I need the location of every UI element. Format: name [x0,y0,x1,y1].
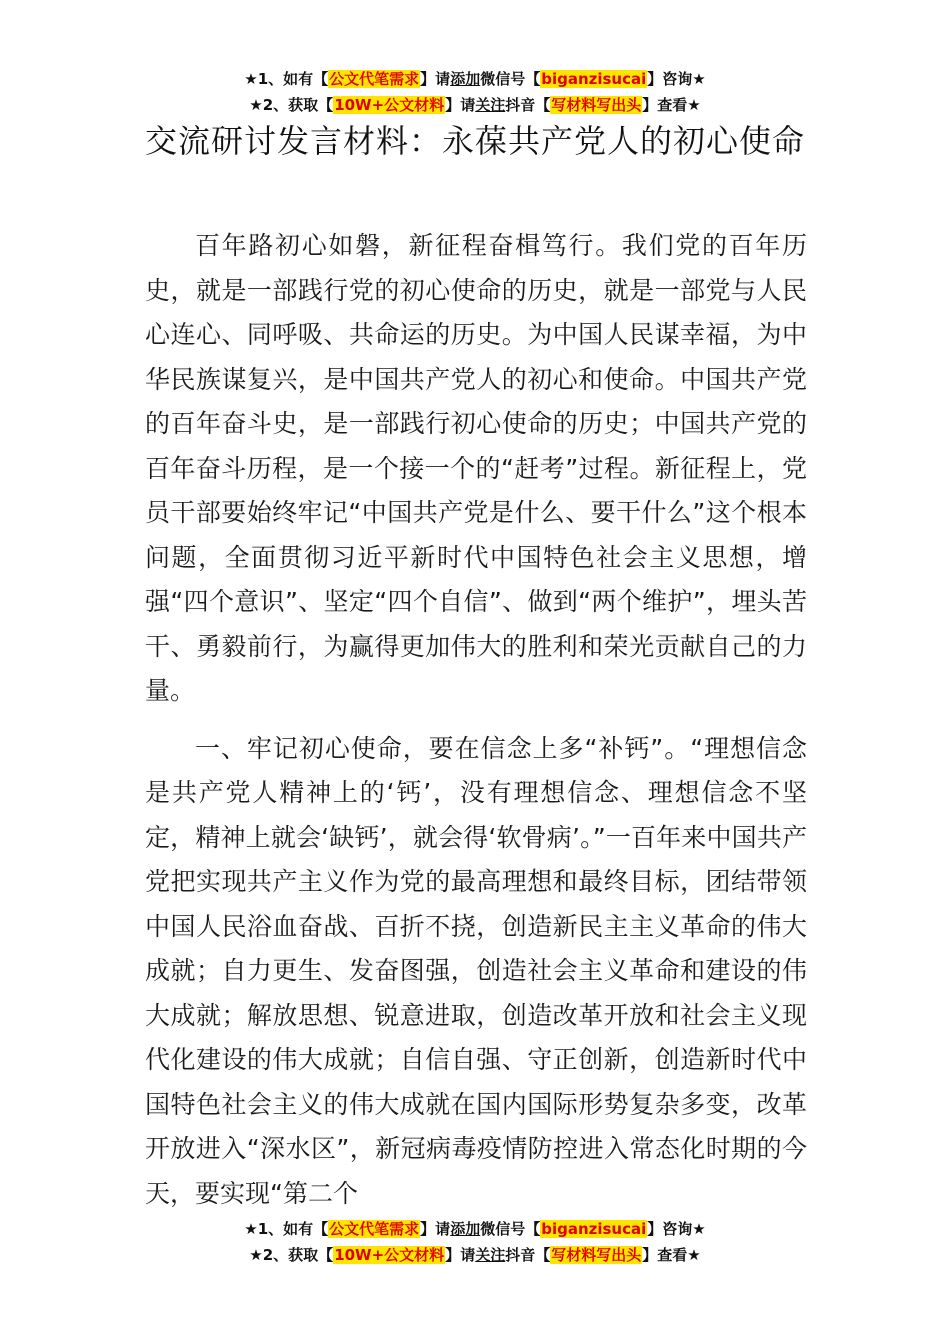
promo-highlight-douyin-account: 写材料写出头 [551,96,642,114]
promo-text: 微信号【 [480,1220,541,1238]
promo-text: ★1、如有【 [244,70,329,88]
promo-text: 微信号【 [480,70,541,88]
header-promo-banner [0,66,950,118]
promo-text: 】请 [420,70,451,88]
promo-text: 抖音【 [505,1246,551,1264]
header-promo-line-2 [0,92,950,118]
promo-text: 】请 [445,1246,476,1264]
promo-text: 】请 [445,96,476,114]
promo-highlight-materials: 10W+公文材料 [334,1246,445,1264]
promo-highlight-douyin-account: 写材料写出头 [551,1246,642,1264]
promo-emphasis-add: 添加 [450,1220,481,1238]
footer-promo-line-2 [0,1242,950,1268]
promo-highlight-service: 公文代笔需求 [329,1220,420,1238]
promo-highlight-wechat-id: biganzisucai [541,1220,647,1238]
promo-highlight-materials: 10W+公文材料 [334,96,445,114]
promo-text: 】咨询★ [647,70,706,88]
promo-text: 抖音【 [505,96,551,114]
promo-highlight-wechat-id: biganzisucai [541,70,647,88]
promo-text: 】查看★ [642,1246,701,1264]
promo-text: 】请 [420,1220,451,1238]
promo-emphasis-follow: 关注 [475,1246,506,1264]
promo-highlight-service: 公文代笔需求 [329,70,420,88]
header-promo-line-1 [0,66,950,92]
paragraph-section-1: 一、牢记初心使命，要在信念上多“补钙”。“理想信念是共产党人精神上的‘钙’，没有理想信念、理想信念不坚定，精神上就会‘缺钙’，就会得‘软骨病’。”一百年来中国共产党把实现共产主义作为党的最高理想和最终目标，团结带领中国人民浴血奋战、百折不挠，创造新民主主义革命的伟大成就；自力更生、发奋图强，创造社会主义革命和建设的伟大成就；解放思想、锐意进取，创造改革开放和社会主义现代化建设的伟大成就；自信自强、守正创新，创造新时代中国特色社会主义的伟大成就在国内国际形势复杂多变，改革开放进入“深水区”，新冠病毒疫情防控进入常态化时期的今天，要实现“第二个 [145,733,807,1208]
document-title: 交流研讨发言材料：永葆共产党人的初心使命 [144,122,805,160]
promo-text: ★1、如有【 [244,1220,329,1238]
promo-text: ★2、获取【 [249,96,334,114]
promo-emphasis-follow: 关注 [475,96,506,114]
promo-text: ★2、获取【 [249,1246,334,1264]
promo-text: 】咨询★ [647,1220,706,1238]
paragraph-intro: 百年路初心如磐，新征程奋楫笃行。我们党的百年历史，就是一部践行党的初心使命的历史，就是一部党与人民心连心、同呼吸、共命运的历史。为中国人民谋幸福，为中华民族谋复兴，是中国共产党人的初心和使命。中国共产党的百年奋斗史，是一部践行初心使命的历史；中国共产党的百年奋斗历程，是一个接一个的“赶考”过程。新征程上，党员干部要始终牢记“中国共产党是什么、要干什么”这个根本问题，全面贯彻习近平新时代中国特色社会主义思想，增强“四个意识”、坚定“四个自信”、做到“两个维护”，埋头苦干、勇毅前行，为赢得更加伟大的胜利和荣光贡献自己的力量。 [145,231,807,705]
promo-emphasis-add: 添加 [450,70,481,88]
document-body [145,224,807,1216]
footer-promo-banner [0,1216,950,1268]
footer-promo-line-1 [0,1216,950,1242]
promo-text: 】查看★ [642,96,701,114]
